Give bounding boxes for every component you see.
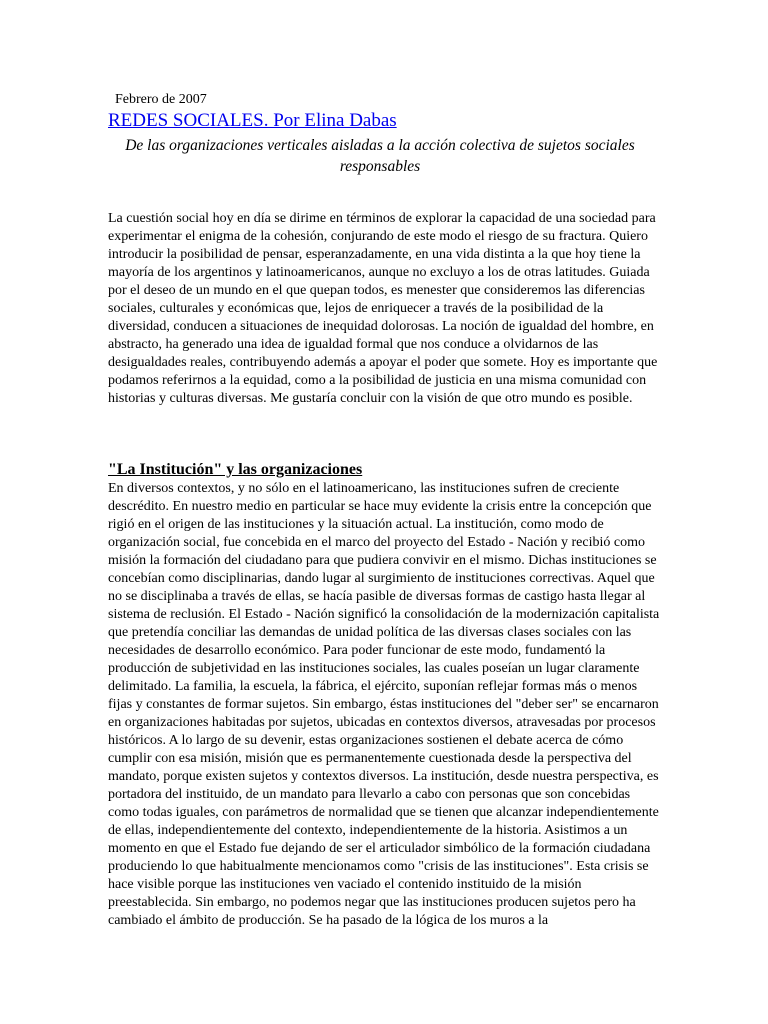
section-heading: "La Institución" y las organizaciones xyxy=(108,461,363,478)
intro-paragraph: La cuestión social hoy en día se dirime en términos de explorar la capacidad de una sociedad para experimentar el enigma de la cohesión, conjurando de este modo el riesgo de su fractura. Quiero introducir la posibilidad de pensar, esperanzadamente, en una vida distinta a la que hoy tiene la mayoría de los argentinos y latinoamericanos, aunque no excluyo a los de otras latitudes. Guiada por el deseo de un mundo en el que quepan todos, es menester que consideremos las diferencias sociales, culturales y económicas que, lejos de enriquecer a través de la posibilidad de la diversidad, conducen a situaciones de inequidad dolorosas. La noción de igualdad del hombre, en abstracto, ha generado una idea de igualdad formal que nos conduce a olvidarnos de las desigualdades reales, contribuyendo además a apoyar el poder que somete. Hoy es importante que podamos referirnos a la equidad, como a la posibilidad de justicia en una misma comunidad con historias y culturas diversas. Me gustaría concluir con la visión de que otro mundo es posible. xyxy=(108,211,658,406)
section-paragraph: En diversos contextos, y no sólo en el latinoamericano, las instituciones sufren de creciente descrédito. En nuestro medio en particular se hace muy evidente la crisis entre la concepción que rigió en el origen de las instituciones y la situación actual. La institución, como modo de organización social, fue concebida en el marco del proyecto del Estado - Nación y recibió como misión la formación del ciudadano para que pudiera convivir en el mismo. Dichas instituciones se concebían como disciplinarias, dando lugar al surgimiento de instituciones correctivas. Aquel que no se disciplinaba a través de ellas, se hacía pasible de diversas formas de castigo hasta llegar al sistema de reclusión. El Estado - Nación significó la consolidación de la modernización capitalista que pretendía conciliar las demandas de unidad política de las diversas clases sociales con las necesidades de desarrollo económico. Para poder funcionar de este modo, fundamentó la producción de subjetividad en las instituciones sociales, las cuales poseían un lugar claramente delimitado. La familia, la escuela, la fábrica, el ejército, suponían reflejar formas más o menos fijas y constantes de formar sujetos. Sin embargo, éstas instituciones del "deber ser" se encarnaron en organizaciones habitadas por sujetos, ubicadas en contextos diversos, atravesadas por procesos históricos. A lo largo de su devenir, estas organizaciones sostienen el debate acerca de cómo cumplir con esa misión, misión que es permanentemente cuestionada desde la perspectiva del mandato, porque existen sujetos y contextos diversos. La institución, desde nuestra perspectiva, es portadora del instituido, de un mandato para llevarlo a cabo con personas que son concebidas como todas iguales, con parámetros de normalidad que se tienen que alcanzar independientemente de ellas, independientemente del contexto, independientemente de la historia. Asistimos a un momento en que el Estado fue dejando de ser el articulador simbólico de la formación ciudadana produciendo lo que habitualmente mencionamos como "crisis de las instituciones". Esta crisis se hace visible porque las instituciones ven vaciado el contenido instituido de la misión preestablecida. Sin embargo, no podemos negar que las instituciones producen sujetos pero ha cambiado el ámbito de producción. Se ha pasado de la lógica de los muros a la xyxy=(108,481,660,928)
article-title-link[interactable]: REDES SOCIALES. Por Elina Dabas xyxy=(108,110,397,131)
document-date: Febrero de 2007 xyxy=(115,92,207,107)
article-subtitle: De las organizaciones verticales aisladas a la acción colectiva de sujetos sociales responsables xyxy=(125,137,635,175)
